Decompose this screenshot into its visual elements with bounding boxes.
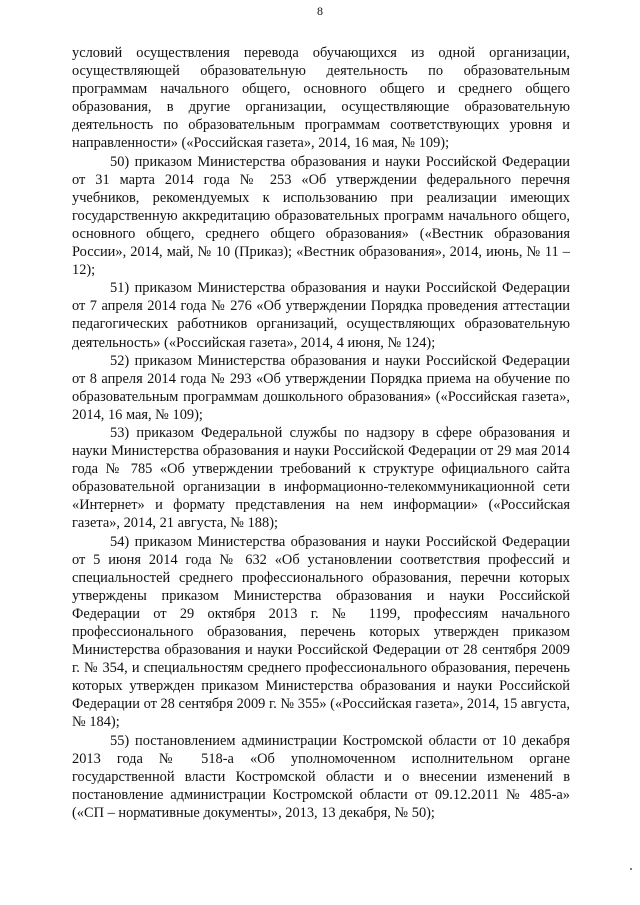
page-number: 8 xyxy=(317,4,323,18)
list-item-55: 55) постановлением администрации Костромской области от 10 декабря 2013 года № 518-а «Об уполномоченном исполнительном органе государственной власти Костромской области и о внесении изменений в постановление администрации Костромской области от 09.12.2011 № 485-а» («СП – нормативные документы», 2013, 13 декабря, № 50); xyxy=(72,732,570,821)
document-body xyxy=(72,44,570,822)
scan-speck xyxy=(630,868,632,870)
list-item-54: 54) приказом Министерства образования и науки Российской Федерации от 5 июня 2014 года № 632 «Об установлении соответствия профессий и специальностей среднего профессионального образования, перечни которых утверждены приказом Министерства образования и науки Российской Федерации от 29 октября 2013 г. № 1199, профессиям начального профессионального образования, перечень которых утвержден приказом Министерства образования и науки Российской Федерации от 28 сентября 2009 г. № 354, и специальностям среднего профессионального образования, перечень которых утвержден приказом Министерства образования и науки Российской Федерации от 28 сентября 2009 г. № 355» («Российская газета», 2014, 15 августа, № 184); xyxy=(72,533,570,731)
list-item-51: 51) приказом Министерства образования и науки Российской Федерации от 7 апреля 2014 года № 276 «Об утверждении Порядка проведения аттестации педагогических работников организаций, осуществляющих образовательную деятельность» («Российская газета», 2014, 4 июня, № 124); xyxy=(72,280,570,351)
list-item-53: 53) приказом Федеральной службы по надзору в сфере образования и науки Министерства образования и науки Российской Федерации от 29 мая 2014 года № 785 «Об утверждении требований к структуре официального сайта образовательной организации в информационно-телекоммуникационной сети «Интернет» и формату представления на нем информации» («Российская газета», 2014, 21 августа, № 188); xyxy=(72,424,570,532)
list-item-52: 52) приказом Министерства образования и науки Российской Федерации от 8 апреля 2014 года № 293 «Об утверждении Порядка приема на обучение по образовательным программам дошкольного образования» («Российская газета», 2014, 16 мая, № 109); xyxy=(72,352,570,423)
list-item-50: 50) приказом Министерства образования и науки Российской Федерации от 31 марта 2014 года № 253 «Об утверждении федерального перечня учебников, рекомендуемых к использованию при реализации имеющих государственную аккредитацию образовательных программ начального общего, основного общего, среднего общего образования» («Вестник образования России», 2014, май, № 10 (Приказ); «Вестник образования», 2014, июнь, № 11 – 12); xyxy=(72,153,570,279)
paragraph-continuation: условий осуществления перевода обучающихся из одной организации, осуществляющей образовательную деятельность по образовательным программам начального общего, основного общего и среднего общего образования, в другие организации, осуществляющие образовательную деятельность по образовательным программам соответствующих уровня и направленности» («Российская газета», 2014, 16 мая, № 109); xyxy=(72,45,570,152)
